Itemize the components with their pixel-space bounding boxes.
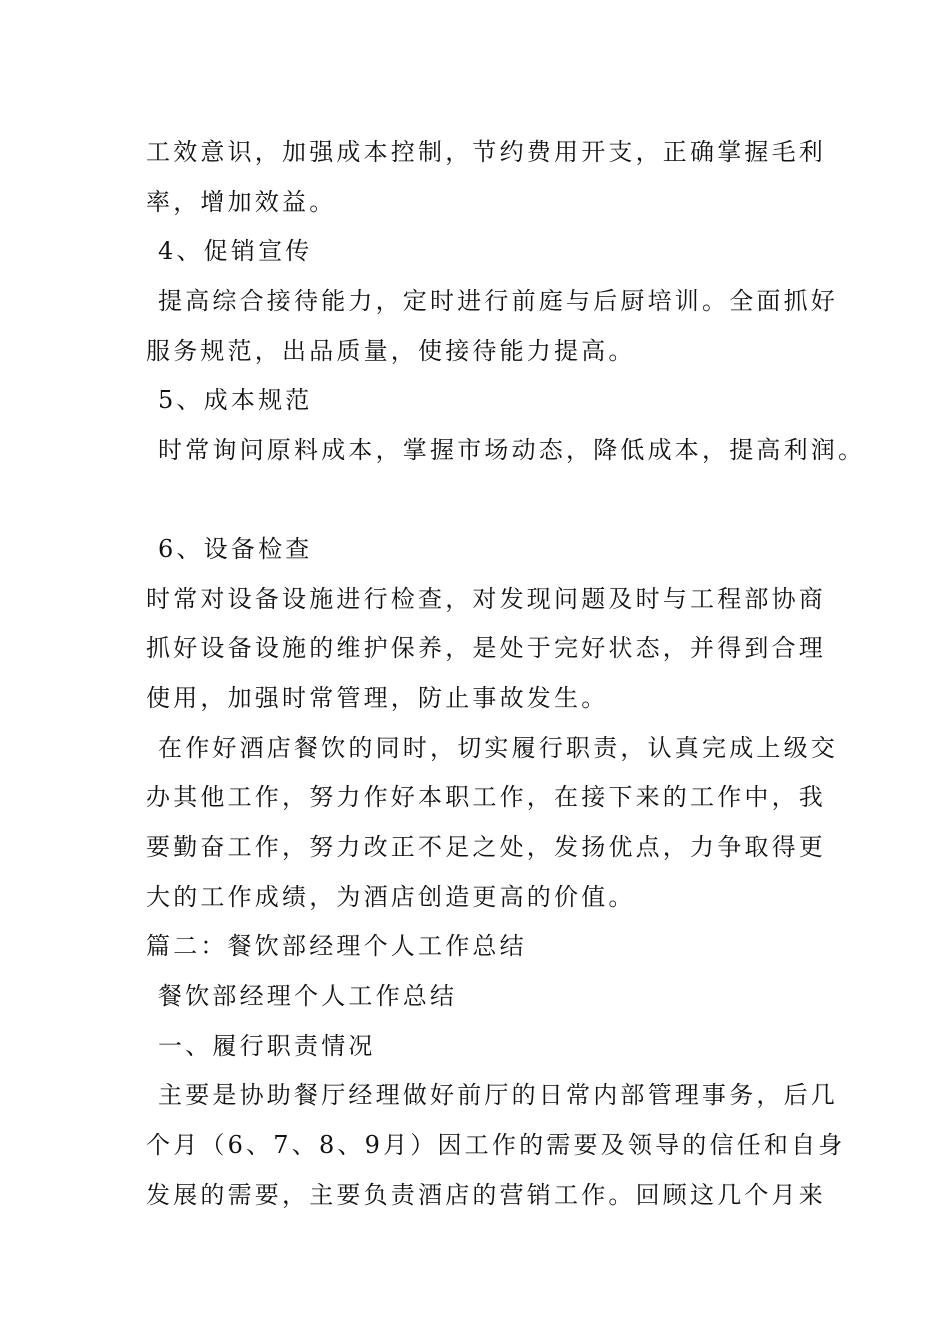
text-line: 时常询问原料成本，掌握市场动态，降低成本，提高利润。: [158, 436, 866, 464]
text-line: 提高综合接待能力，定时进行前庭与后厨培训。全面抓好: [158, 287, 838, 315]
text-line: 服务规范，出品质量，使接待能力提高。: [146, 337, 636, 365]
document-title: 餐饮部经理个人工作总结: [158, 982, 458, 1010]
section-heading: 一、履行职责情况: [158, 1032, 376, 1060]
text-line: 在作好酒店餐饮的同时，切实履行职责，认真完成上级交: [158, 734, 838, 762]
text-line: 发展的需要，主要负责酒店的营销工作。回顾这几个月来: [146, 1181, 826, 1209]
text-line: 时常对设备设施进行检查，对发现问题及时与工程部协商: [146, 585, 826, 613]
section-heading: 6、设备检查: [158, 535, 313, 563]
text-line: 个月（6、7、8、9月）因工作的需要及领导的信任和自身: [146, 1131, 846, 1159]
section-heading: 5、成本规范: [158, 386, 313, 414]
text-line: 大的工作成绩，为酒店创造更高的价值。: [146, 883, 636, 911]
text-line: 抓好设备设施的维护保养，是处于完好状态，并得到合理: [146, 634, 826, 662]
text-line: 要勤奋工作，努力改正不足之处，发扬优点，力争取得更: [146, 833, 826, 861]
text-line: 主要是协助餐厅经理做好前厅的日常内部管理事务，后几: [158, 1081, 838, 1109]
section-heading: 4、促销宣传: [158, 237, 313, 265]
text-line: 办其他工作，努力作好本职工作，在接下来的工作中，我: [146, 783, 826, 811]
text-line: 使用，加强时常管理，防止事故发生。: [146, 684, 609, 712]
text-line: 率，增加效益。: [146, 188, 337, 216]
text-line: 工效意识，加强成本控制，节约费用开支，正确掌握毛利: [146, 138, 826, 166]
chapter-heading: 篇二：餐饮部经理个人工作总结: [146, 932, 527, 960]
